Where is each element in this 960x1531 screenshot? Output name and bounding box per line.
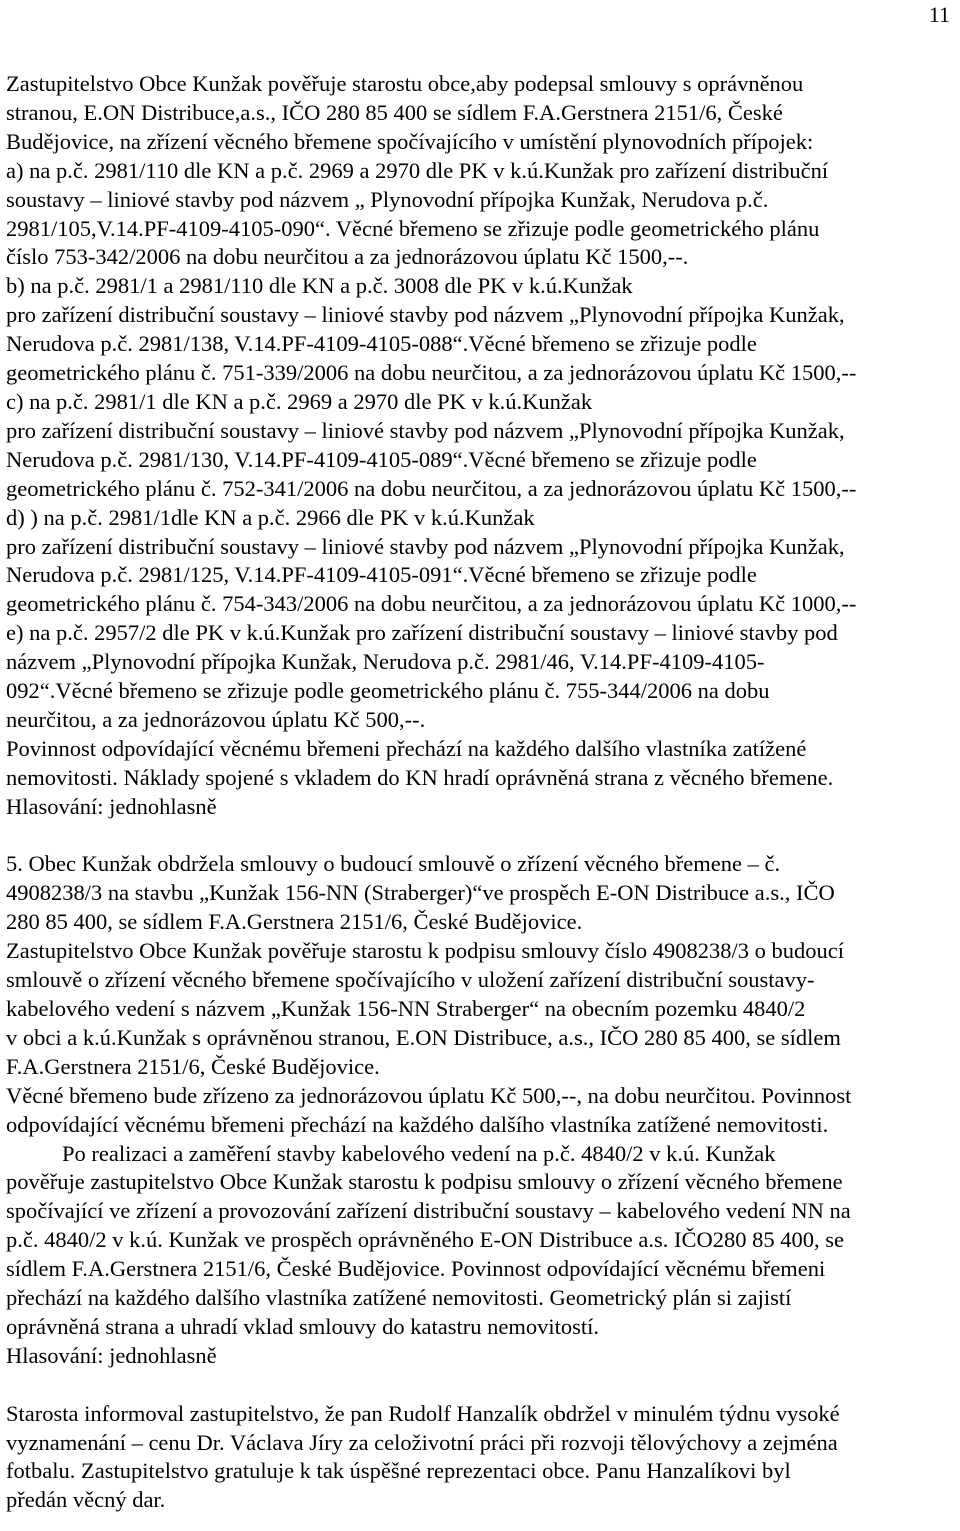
text-line: d) ) na p.č. 2981/1dle KN a p.č. 2966 dle PK v k.ú.Kunžak: [6, 504, 535, 530]
text-line: fotbalu. Zastupitelstvo gratuluje k tak úspěšné reprezentaci obce. Panu Hanzalíkovi byl: [6, 1458, 791, 1484]
page-number: 11: [928, 2, 950, 27]
text-line: Nerudova p.č. 2981/138, V.14.PF-4109-4105-088“.Věcné břemeno se zřizuje podle: [6, 331, 757, 357]
text-line: oprávněná strana a uhradí vklad smlouvy do katastru nemovitostí.: [6, 1313, 599, 1339]
voting-result: Hlasování: jednohlasně: [6, 1342, 217, 1368]
text-line: neurčitou, a za jednorázovou úplatu Kč 500,--.: [6, 706, 426, 732]
text-line: soustavy – liniové stavby pod názvem „ Plynovodní přípojka Kunžak, Nerudova p.č.: [6, 186, 769, 212]
text-line: sídlem F.A.Gerstnera 2151/6, České Budějovice. Povinnost odpovídající věcnému břemeni: [6, 1256, 826, 1282]
paragraph-gap: [6, 822, 956, 851]
text-line: stranou, E.ON Distribuce,a.s., IČO 280 85 400 se sídlem F.A.Gerstnera 2151/6, České: [6, 99, 783, 125]
text-line: číslo 753-342/2006 na dobu neurčitou a za jednorázovou úplatu Kč 1500,--.: [6, 244, 689, 270]
text-line: Povinnost odpovídající věcnému břemeni přechází na každého dalšího vlastníka zatížené: [6, 735, 807, 761]
text-line: pověřuje zastupitelstvo Obce Kunžak starostu k podpisu smlouvy o zřízení věcného břemene: [6, 1169, 843, 1195]
text-line: nemovitosti. Náklady spojené s vkladem do KN hradí oprávněná strana z věcného břemene.: [6, 764, 834, 790]
text-line: v obci a k.ú.Kunžak s oprávněnou stranou, E.ON Distribuce, a.s., IČO 280 85 400, se sídlem: [6, 1024, 841, 1050]
text-line: Zastupitelstvo Obce Kunžak pověřuje starostu obce,aby podepsal smlouvy s oprávněnou: [6, 71, 804, 96]
paragraph-easements: [6, 70, 956, 822]
text-line: spočívající ve zřízení a provozování zařízení distribuční soustavy – kabelového vedení NN na: [6, 1198, 851, 1224]
text-line: geometrického plánu č. 751-339/2006 na dobu neurčitou, a za jednorázovou úplatu Kč 1500,--: [6, 360, 857, 386]
text-line: b) na p.č. 2981/1 a 2981/110 dle KN a p.č. 3008 dle PK v k.ú.Kunžak: [6, 273, 633, 299]
document-body: [6, 70, 956, 1515]
text-line: smlouvě o zřízení věcného břemene spočívajícího v uložení zařízení distribuční soustavy-: [6, 967, 815, 993]
text-line: Starosta informoval zastupitelstvo, že pan Rudolf Hanzalík obdržel v minulém týdnu vysoké: [6, 1400, 840, 1426]
text-line: p.č. 4840/2 v k.ú. Kunžak ve prospěch oprávněného E-ON Distribuce a.s. IČO280 85 400, se: [6, 1227, 844, 1253]
paragraph-gap: [6, 1371, 956, 1400]
text-line: pro zařízení distribuční soustavy – liniové stavby pod názvem „Plynovodní přípojka Kunžak,: [6, 417, 845, 443]
paragraph-award: [6, 1400, 956, 1516]
text-line: názvem „Plynovodní přípojka Kunžak, Nerudova p.č. 2981/46, V.14.PF-4109-4105-: [6, 649, 765, 675]
text-line-indented: Po realizaci a zaměření stavby kabelového vedení na p.č. 4840/2 v k.ú. Kunžak: [62, 1140, 776, 1166]
text-line: pro zařízení distribuční soustavy – liniové stavby pod názvem „Plynovodní přípojka Kunžak,: [6, 533, 845, 559]
text-line: přechází na každého dalšího vlastníka zatížené nemovitosti. Geometrický plán si zajistí: [6, 1285, 792, 1311]
text-line: Zastupitelstvo Obce Kunžak pověřuje starostu k podpisu smlouvy číslo 4908238/3 o budoucí: [6, 938, 845, 964]
paragraph-section-5: [6, 850, 956, 1370]
text-line: 092“.Věcné břemeno se zřizuje podle geometrického plánu č. 755-344/2006 na dobu: [6, 678, 770, 704]
text-line: pro zařízení distribuční soustavy – liniové stavby pod názvem „Plynovodní přípojka Kunžak,: [6, 302, 845, 328]
text-line: a) na p.č. 2981/110 dle KN a p.č. 2969 a 2970 dle PK v k.ú.Kunžak pro zařízení distribuční: [6, 157, 829, 183]
text-line: odpovídající věcnému břemeni přechází na každého dalšího vlastníka zatížené nemovitosti.: [6, 1111, 829, 1137]
text-line: 5. Obec Kunžak obdržela smlouvy o budoucí smlouvě o zřízení věcného břemene – č.: [6, 851, 781, 877]
voting-result: Hlasování: jednohlasně: [6, 793, 217, 819]
text-line: Věcné břemeno bude zřízeno za jednorázovou úplatu Kč 500,--, na dobu neurčitou. Povinnost: [6, 1082, 852, 1108]
text-line: vyznamenání – cenu Dr. Václava Jíry za celoživotní práci při rozvoji tělovýchovy a zejména: [6, 1429, 838, 1455]
text-line: 280 85 400, se sídlem F.A.Gerstnera 2151/6, České Budějovice.: [6, 909, 583, 935]
text-line: geometrického plánu č. 752-341/2006 na dobu neurčitou, a za jednorázovou úplatu Kč 1500,--: [6, 475, 857, 501]
text-line: kabelového vedení s názvem „Kunžak 156-NN Straberger“ na obecním pozemku 4840/2: [6, 995, 806, 1021]
text-line: Nerudova p.č. 2981/130, V.14.PF-4109-4105-089“.Věcné břemeno se zřizuje podle: [6, 446, 757, 472]
text-line: F.A.Gerstnera 2151/6, České Budějovice.: [6, 1053, 380, 1079]
text-line: 4908238/3 na stavbu „Kunžak 156-NN (Straberger)“ve prospěch E-ON Distribuce a.s., IČO: [6, 880, 835, 906]
text-line: Nerudova p.č. 2981/125, V.14.PF-4109-4105-091“.Věcné břemeno se zřizuje podle: [6, 562, 757, 588]
text-line: předán věcný dar.: [6, 1487, 166, 1513]
text-line: 2981/105,V.14.PF-4109-4105-090“. Věcné břemeno se zřizuje podle geometrického plánu: [6, 215, 820, 241]
text-line: e) na p.č. 2957/2 dle PK v k.ú.Kunžak pro zařízení distribuční soustavy – liniové stavby pod: [6, 620, 838, 646]
text-line: c) na p.č. 2981/1 dle KN a p.č. 2969 a 2970 dle PK v k.ú.Kunžak: [6, 388, 593, 414]
text-line: Budějovice, na zřízení věcného břemene spočívajícího v umístění plynovodních přípojek:: [6, 128, 814, 154]
text-line: geometrického plánu č. 754-343/2006 na dobu neurčitou, a za jednorázovou úplatu Kč 1000,--: [6, 591, 857, 617]
